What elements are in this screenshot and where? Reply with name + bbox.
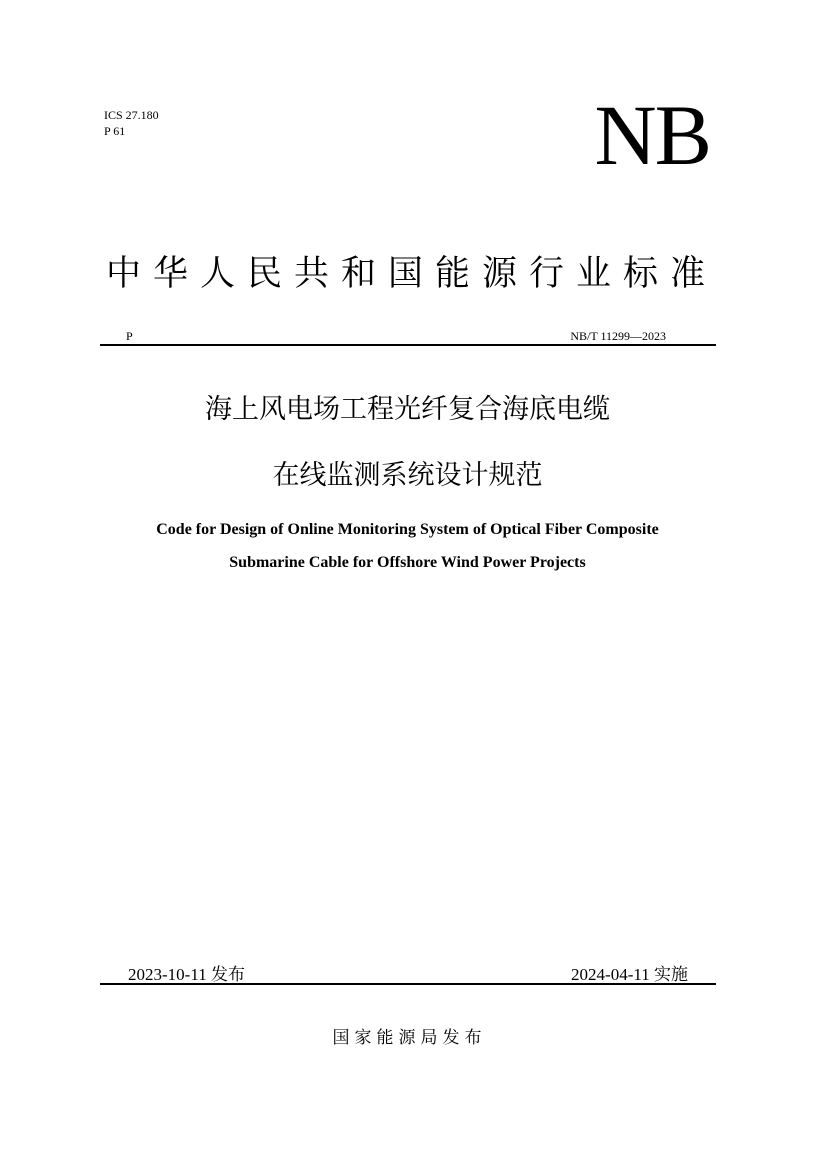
issue-date: 2023-10-11 发布 xyxy=(128,965,245,984)
classification-block xyxy=(104,107,159,139)
date-row xyxy=(100,960,716,982)
implementation-date: 2024-04-11 实施 xyxy=(571,965,688,984)
standard-number: NB/T 11299—2023 xyxy=(570,329,666,343)
chinese-title-line-1: 海上风电场工程光纤复合海底电缆 xyxy=(205,394,610,425)
chinese-title-line-2: 在线监测系统设计规范 xyxy=(272,460,543,491)
english-title-line-2: Submarine Cable for Offshore Wind Power Projects xyxy=(229,554,586,571)
english-title-line-1: Code for Design of Online Monitoring System of Optical Fiber Composite xyxy=(156,521,659,538)
bottom-divider xyxy=(100,983,716,985)
publisher: 国家能源局发布 xyxy=(332,1028,487,1048)
ics-code: ICS 27.180 xyxy=(104,108,159,122)
class-code: P xyxy=(126,329,133,343)
ccs-code: P 61 xyxy=(104,124,126,138)
nb-logo: NB xyxy=(594,87,710,183)
top-divider xyxy=(100,344,716,346)
code-row xyxy=(100,329,716,345)
industry-standard-title: 中华人民共和国能源行业标准 xyxy=(105,254,717,294)
